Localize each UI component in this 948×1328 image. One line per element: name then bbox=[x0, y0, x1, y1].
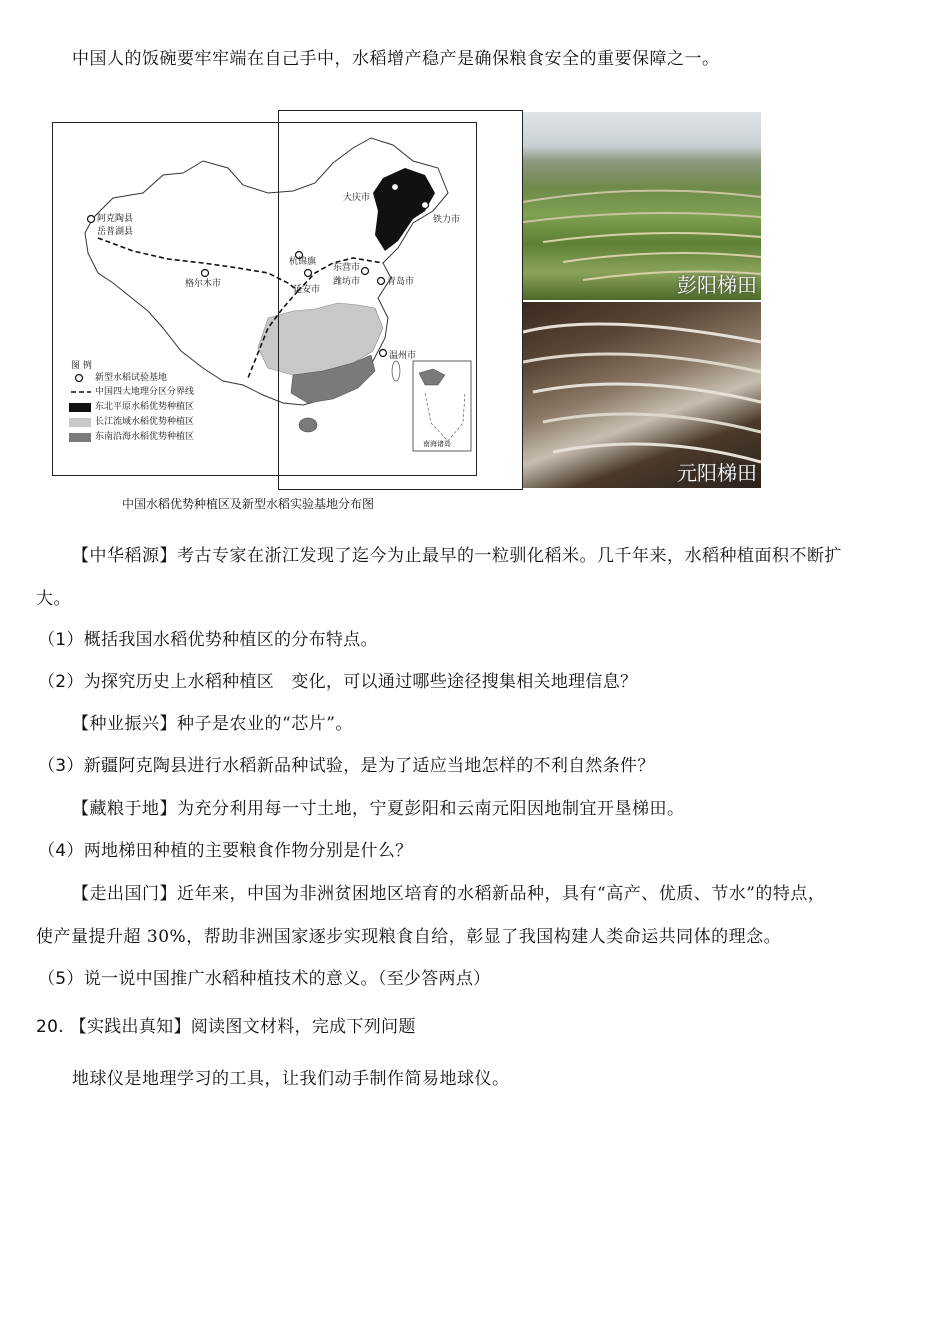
yuanyang-terrace-photo bbox=[523, 302, 761, 488]
paragraph-terrace: 【藏粮于地】为充分利用每一寸土地，宁夏彭阳和云南元阳因地制宜开垦梯田。 bbox=[72, 799, 685, 819]
paragraph-seed: 【种业振兴】种子是农业的“芯片”。 bbox=[72, 714, 353, 734]
paragraph-origin-line1: 【中华稻源】考古专家在浙江发现了迄今为止最早的一粒驯化稻米。几千年来，水稻种植面积不断扩 bbox=[72, 546, 842, 566]
label-yanan: 延安市 bbox=[293, 285, 321, 295]
intro-text: 中国人的饭碗要牢牢端在自己手中，水稻增产稳产是确保粮食安全的重要保障之一。 bbox=[72, 49, 720, 69]
question-1: （1）概括我国水稻优势种植区的分布特点。 bbox=[38, 630, 378, 650]
label-geermu: 格尔木市 bbox=[185, 279, 222, 289]
overlay-frame bbox=[278, 110, 523, 490]
label-weifang: 潍坊市 bbox=[333, 277, 361, 287]
question-4: （4）两地梯田种植的主要粮食作物分别是什么？ bbox=[38, 841, 413, 861]
label-nanhai: 南海诸岛 bbox=[423, 440, 451, 448]
legend-southeast: 东南沿海水稻优势种植区 bbox=[95, 432, 195, 442]
pengyang-terrace-photo bbox=[523, 112, 761, 300]
legend-northeast-swatch bbox=[69, 403, 91, 412]
paragraph-africa-line2: 使产量提升超 30%，帮助非洲国家逐步实现粮食自给，彰显了我国构建人类命运共同体的理念。 bbox=[36, 927, 782, 947]
yuanyang-label: 元阳梯田 bbox=[677, 461, 757, 485]
label-yuepu: 岳普湖县 bbox=[97, 227, 134, 237]
paragraph-africa-line1: 【走出国门】近年来，中国为非洲贫困地区培育的水稻新品种，具有“高产、优质、节水”的特点， bbox=[72, 884, 826, 904]
question-20: 20. 【实践出真知】阅读图文材料，完成下列问题 bbox=[36, 1017, 416, 1037]
question-2: （2）为探究历史上水稻种植区 变化，可以通过哪些途径搜集相关地理信息？ bbox=[38, 672, 638, 692]
marker-geermu bbox=[202, 270, 209, 277]
legend-yangtze-swatch bbox=[69, 418, 91, 427]
question-3: （3）新疆阿克陶县进行水稻新品种试验，是为了适应当地怎样的不利自然条件？ bbox=[38, 756, 655, 776]
marker-akeqi bbox=[88, 216, 95, 223]
label-dongying: 东营市 bbox=[333, 263, 361, 273]
legend-yangtze: 长江流域水稻优势种植区 bbox=[95, 417, 195, 427]
label-akeqi: 阿克陶县 bbox=[97, 214, 134, 224]
label-tieli: 铁力市 bbox=[433, 215, 461, 225]
legend-boundary: 中国四大地理分区分界线 bbox=[95, 387, 195, 397]
paragraph-origin-line2: 大。 bbox=[36, 589, 71, 609]
legend-northeast: 东北平原水稻优势种植区 bbox=[95, 402, 195, 412]
paragraph-globe: 地球仪是地理学习的工具，让我们动手制作简易地球仪。 bbox=[72, 1069, 510, 1089]
label-daqing: 大庆市 bbox=[343, 193, 371, 203]
pengyang-label: 彭阳梯田 bbox=[677, 273, 757, 297]
label-wenzhou: 温州市 bbox=[389, 351, 417, 361]
legend-base: 新型水稻试验基地 bbox=[95, 373, 168, 383]
label-hangjin: 杭锦旗 bbox=[289, 257, 317, 267]
legend-title: 图 例 bbox=[71, 361, 92, 371]
legend-base-swatch bbox=[76, 375, 83, 382]
question-5: （5）说一说中国推广水稻种植技术的意义。（至少答两点） bbox=[38, 969, 491, 989]
map-caption: 中国水稻优势种植区及新型水稻实验基地分布图 bbox=[122, 497, 375, 511]
legend-southeast-swatch bbox=[69, 433, 91, 442]
label-qingdao: 青岛市 bbox=[387, 277, 415, 287]
figure bbox=[0, 0, 948, 520]
